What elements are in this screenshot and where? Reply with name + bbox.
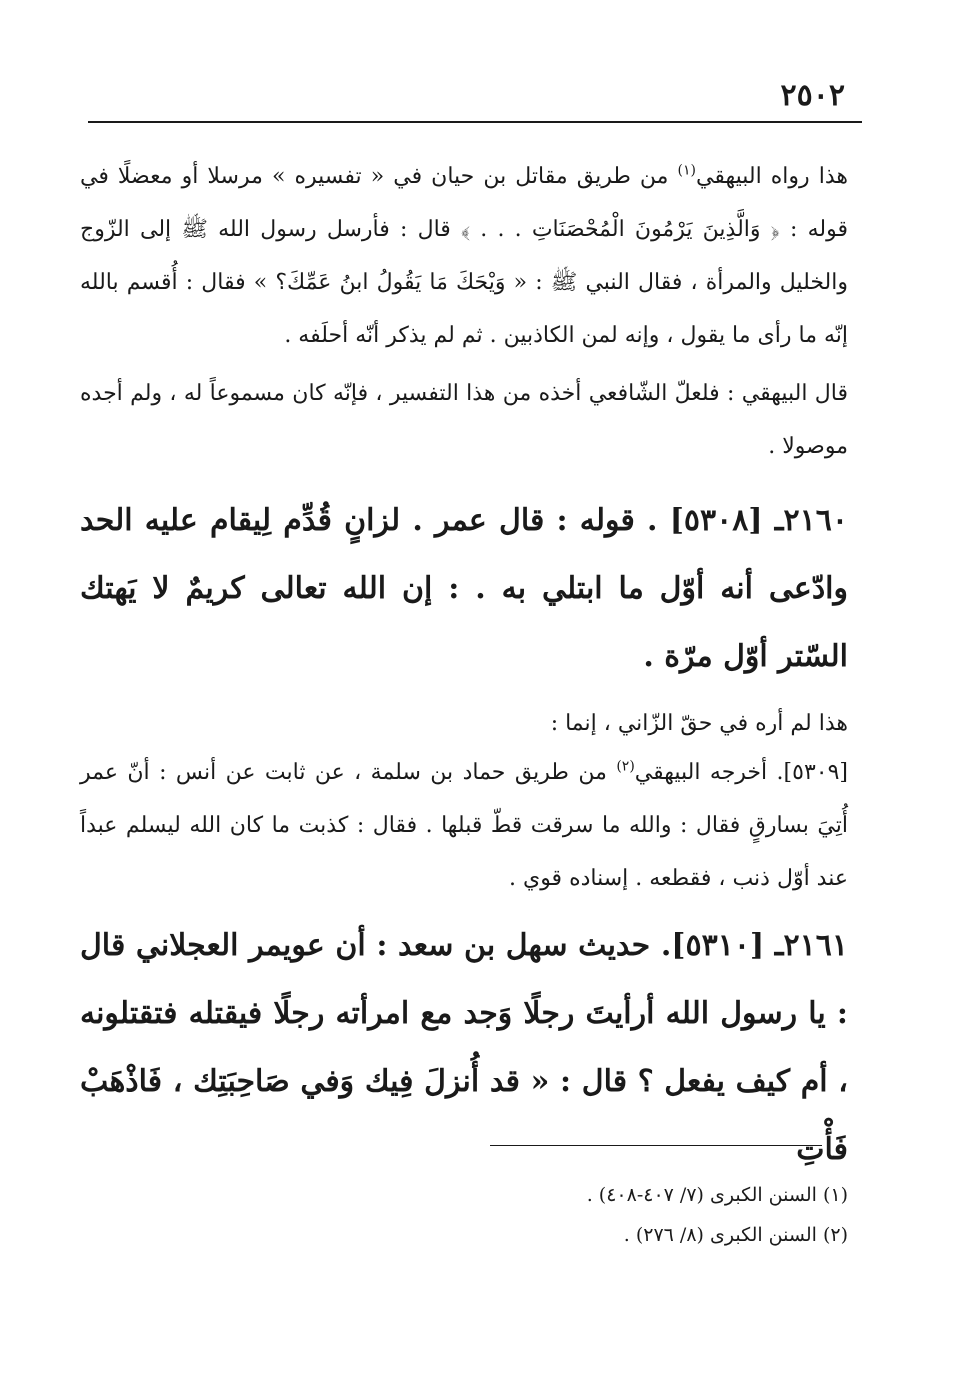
footnote-rule xyxy=(490,1145,822,1146)
hadith-2161 xyxy=(80,912,848,1184)
page-number: ٢٥٠٢ xyxy=(780,78,845,113)
paragraph-1-rest: من طريق مقاتل بن حيان في « تفسيره » مرسلا أو معضلًا في قوله : ﴿ وَالَّذِينَ يَرْمُونَ الْمُحْصَنَاتِ . . . ﴾ قال : فأرسل رسول الله ﷺ إلى الزّوج والخليل والمرأة ، فقال النبي ﷺ : « وَيْحَكَ مَا يَقُولُ ابنُ عَمِّكَ؟ » فقال : أُقسم بالله إنّه ما رأى ما يقول ، وإنه لمن الكاذبين . ثم لم يذكر أنّه أحلَفه . xyxy=(80,164,848,348)
footnote-2-number: (٢) xyxy=(822,1224,848,1246)
footnote-1-number: (١) xyxy=(822,1184,848,1206)
paragraph-2 xyxy=(80,367,848,473)
footnote-2-text: السنن الكبرى (٨/ ٢٧٦) . xyxy=(623,1224,817,1246)
footnote-2 xyxy=(148,1215,848,1255)
footnote-1 xyxy=(148,1175,848,1215)
paragraph-1-start: هذا رواه البيهقي xyxy=(696,164,848,189)
footnote-ref-2: (٢) xyxy=(616,758,635,775)
paragraph-1 xyxy=(80,150,848,362)
hadith-2160 xyxy=(80,487,848,691)
footnote-1-text: السنن الكبرى (٧/ ٤٠٧-٤٠٨) . xyxy=(586,1184,817,1206)
hadith-2160-text: ٢١٦٠ـ [٥٣٠٨] . قوله : قال عمر . لزانٍ قُدِّم لِيقام عليه الحد وادّعى أنه أوّل ما ابتلي به . : إن الله تعالى كريمٌ لا يَهتك السّتر أوّل مرّة . xyxy=(80,503,848,674)
paragraph-2-text: قال البيهقي : فلعلّ الشّافعي أخذه من هذا التفسير ، فإنّه كان مسموعاً له ، ولم أجده موصولا . xyxy=(80,381,848,459)
footnote-ref-1: (١) xyxy=(677,162,697,179)
paragraph-3-text: هذا لم أره في حقّ الزّاني ، إنما : xyxy=(550,711,848,736)
header-rule xyxy=(88,121,862,123)
hadith-2161-text: ٢١٦١ـ [٥٣١٠]. حديث سهل بن سعد : أن عويمر العجلاني قال : يا رسول الله أرأيتَ رجلًا وَجد مع امرأته رجلًا فيقتله فتقتلونه ، أم كيف يفعل ؟ قال : « قد أُنزلَ فِيك وَفي صَاحِبَتِك ، فَاذْهَبْ فَأْتِ xyxy=(80,928,848,1167)
paragraph-4 xyxy=(80,746,848,905)
footnotes xyxy=(148,1175,848,1255)
paragraph-3 xyxy=(80,697,848,750)
paragraph-4-rest: من طريق حماد بن سلمة ، عن ثابت عن أنس : أنّ عمر أُتِيَ بسارقٍ فقال : والله ما سرقت قطّ قبلها . فقال : كذبت ما كان الله ليسلم عبداً عند أوّل ذنب ، فقطعه . إسناده قوي . xyxy=(80,760,848,891)
paragraph-4-start: [٥٣٠٩]. أخرجه البيهقي xyxy=(634,760,848,785)
